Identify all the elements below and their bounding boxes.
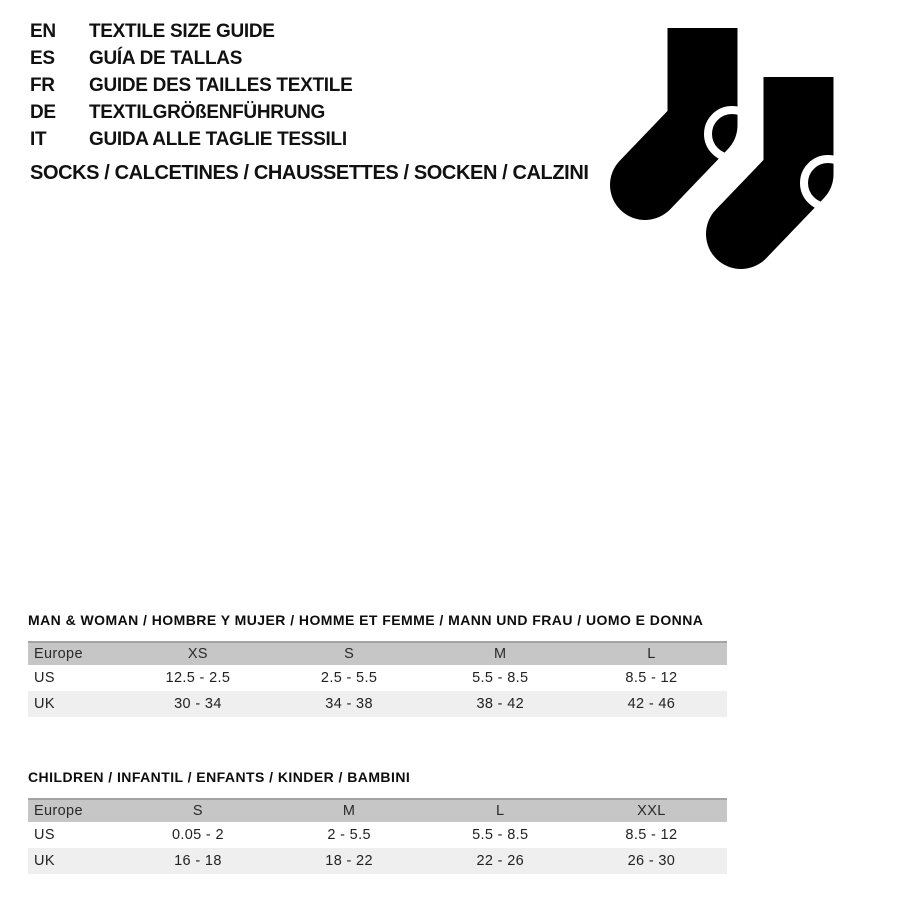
language-legend [30, 18, 352, 153]
language-row-de [30, 99, 352, 126]
language-row-it [30, 126, 352, 153]
size-value: 12.5 - 2.5 [165, 670, 231, 686]
row-label: US [34, 827, 55, 843]
man-woman-table-title: MAN & WOMAN / HOMBRE Y MUJER / HOMME ET FEMME / MANN UND FRAU / UOMO E DONNA [28, 612, 704, 628]
header-cell-europe: Europe [34, 803, 83, 819]
size-value: 2.5 - 5.5 [320, 670, 378, 686]
size-value: 16 - 18 [174, 853, 222, 869]
header-cell-size: L [496, 803, 505, 819]
language-code: EN [30, 21, 56, 42]
children-size-table [28, 798, 727, 874]
size-value: 26 - 30 [627, 853, 676, 869]
language-title: TEXTILE SIZE GUIDE [89, 21, 275, 42]
row-label: UK [34, 696, 55, 712]
size-value: 22 - 26 [476, 853, 525, 869]
table-header-row [28, 798, 727, 822]
language-title: GUIDA ALLE TAGLIE TESSILI [89, 129, 347, 150]
language-title: TEXTILGRÖßENFÜHRUNG [89, 102, 326, 123]
size-value: 0.05 - 2 [171, 827, 224, 843]
table-row-uk [28, 848, 727, 874]
sock-shape-right [741, 77, 852, 234]
size-value: 5.5 - 8.5 [472, 827, 529, 843]
language-code: IT [30, 129, 47, 150]
table-row-us [28, 665, 727, 691]
header-cell-size: S [344, 646, 355, 662]
children-section [28, 767, 727, 874]
language-code: DE [30, 102, 56, 123]
size-value: 18 - 22 [325, 853, 373, 869]
size-value: 8.5 - 12 [625, 827, 678, 843]
category-line: SOCKS / CALCETINES / CHAUSSETTES / SOCKEN / CALZINI [30, 162, 589, 184]
language-code: ES [30, 48, 55, 69]
size-value: 30 - 34 [174, 696, 222, 712]
man-woman-section [28, 610, 727, 717]
language-title: GUÍA DE TALLAS [89, 48, 243, 69]
size-value: 34 - 38 [325, 696, 373, 712]
socks-icon [590, 18, 870, 280]
header-cell-size: M [342, 803, 356, 819]
sock-shape-left [645, 28, 756, 185]
row-label: US [34, 670, 55, 686]
size-value: 8.5 - 12 [625, 670, 678, 686]
table-header-row [28, 641, 727, 665]
size-value: 42 - 46 [627, 696, 676, 712]
man-woman-size-table [28, 641, 727, 717]
header-cell-size: XS [187, 646, 208, 662]
language-row-fr [30, 72, 352, 99]
row-label: UK [34, 853, 55, 869]
header-cell-size: L [647, 646, 656, 662]
header-cell-europe: Europe [34, 646, 83, 662]
header-cell-size: S [192, 803, 203, 819]
language-title: GUIDE DES TAILLES TEXTILE [89, 75, 353, 96]
table-row-uk [28, 691, 727, 717]
table-row-us [28, 822, 727, 848]
size-value: 5.5 - 8.5 [472, 670, 529, 686]
language-row-en [30, 18, 352, 45]
language-row-es [30, 45, 352, 72]
header-cell-size: M [494, 646, 507, 662]
header-cell-size: XXL [637, 803, 666, 819]
size-value: 38 - 42 [476, 696, 525, 712]
children-table-title: CHILDREN / INFANTIL / ENFANTS / KINDER / BAMBINI [28, 769, 411, 785]
size-value: 2 - 5.5 [327, 827, 371, 843]
language-code: FR [30, 75, 55, 96]
